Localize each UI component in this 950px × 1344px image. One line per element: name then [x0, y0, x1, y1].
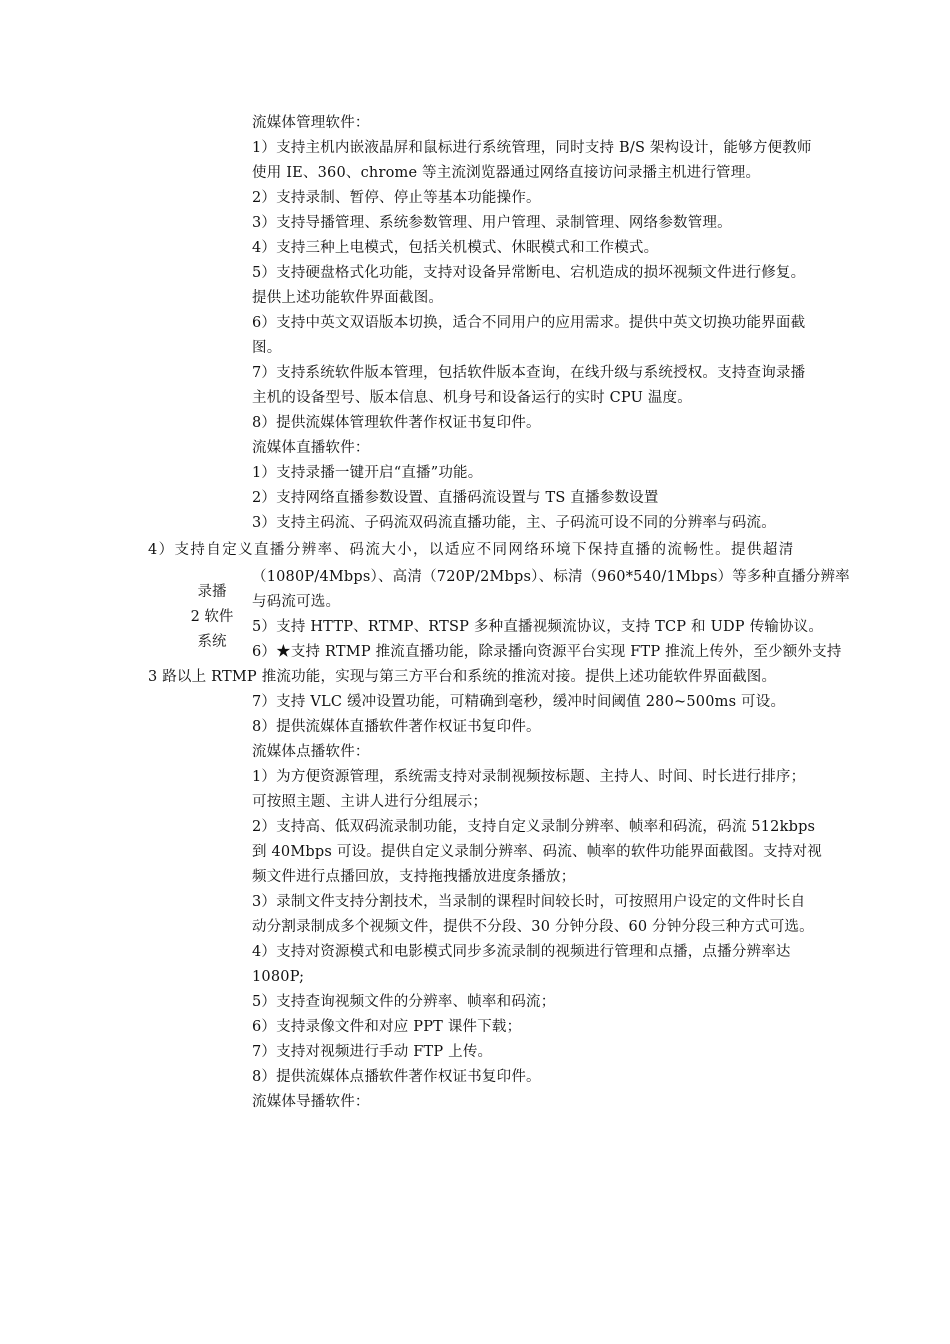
- side-label-line: 录播: [197, 584, 227, 600]
- text-line: 7）支持对视频进行手动 FTP 上传。: [252, 1044, 493, 1060]
- text-line: 8）提供流媒体管理软件著作权证书复印件。: [252, 415, 541, 431]
- side-label-line: 2 软件: [190, 609, 234, 625]
- text-line: 提供上述功能软件界面截图。: [252, 290, 444, 306]
- text-line: 3）支持主码流、子码流双码流直播功能，主、子码流可设不同的分辨率与码流。: [252, 515, 776, 531]
- text-line: 1）为方便资源管理，系统需支持对录制视频按标题、主持人、时间、时长进行排序；: [252, 769, 806, 785]
- text-line: 1）支持录播一键开启“直播”功能。: [252, 465, 483, 481]
- text-line: 图。: [252, 340, 282, 356]
- text-line: 流媒体点播软件：: [252, 744, 370, 760]
- text-line: 使用 IE、360、chrome 等主流浏览器通过网络直接访问录播主机进行管理。: [252, 165, 761, 181]
- text-line: 3 路以上 RTMP 推流功能，实现与第三方平台和系统的推流对接。提供上述功能软件界面截图。: [148, 669, 777, 685]
- text-line: 5）支持 HTTP、RTMP、RTSP 多种直播视频流协议，支持 TCP 和 UDP 传输协议。: [252, 619, 824, 635]
- text-line: （1080P/4Mbps）、高清（720P/2Mbps）、标清（960*540/1Mbps）等多种直播分辨率: [252, 569, 850, 585]
- text-line: 4）支持对资源模式和电影模式同步多流录制的视频进行管理和点播，点播分辨率达: [252, 944, 791, 960]
- text-line: 2）支持高、低双码流录制功能，支持自定义录制分辨率、帧率和码流，码流 512kbps: [252, 819, 816, 835]
- text-line: 5）支持查询视频文件的分辨率、帧率和码流；: [252, 994, 556, 1010]
- text-line: 1）支持主机内嵌液晶屏和鼠标进行系统管理，同时支持 B/S 架构设计，能够方便教师: [252, 140, 812, 156]
- text-line: 1080P;: [252, 969, 305, 985]
- text-line: 可按照主题、主讲人进行分组展示；: [252, 794, 488, 810]
- text-line: 7）支持 VLC 缓冲设置功能，可精确到毫秒，缓冲时间阈值 280~500ms 可设。: [252, 694, 786, 710]
- text-line: 流媒体管理软件：: [252, 115, 370, 131]
- text-line: 主机的设备型号、版本信息、机身号和设备运行的实时 CPU 温度。: [252, 390, 692, 406]
- text-line: 7）支持系统软件版本管理，包括软件版本查询，在线升级与系统授权。支持查询录播: [252, 365, 806, 381]
- text-line: 6）★支持 RTMP 推流直播功能，除录播向资源平台实现 FTP 推流上传外，至少额外支持: [252, 644, 842, 660]
- side-label-line: 系统: [197, 634, 227, 650]
- text-line: 3）录制文件支持分割技术，当录制的课程时间较长时，可按照用户设定的文件时长自: [252, 894, 806, 910]
- text-line: 8）提供流媒体直播软件著作权证书复印件。: [252, 719, 541, 735]
- text-line: 5）支持硬盘格式化功能，支持对设备异常断电、宕机造成的损坏视频文件进行修复。: [252, 265, 806, 281]
- text-line: 6）支持中英文双语版本切换，适合不同用户的应用需求。提供中英文切换功能界面截: [252, 315, 806, 331]
- text-line: 8）提供流媒体点播软件著作权证书复印件。: [252, 1069, 541, 1085]
- text-line: 2）支持网络直播参数设置、直播码流设置与 TS 直播参数设置: [252, 490, 659, 506]
- text-line: 频文件进行点播回放，支持拖拽播放进度条播放；: [252, 869, 576, 885]
- text-line: 4）支持自定义直播分辨率、码流大小，以适应不同网络环境下保持直播的流畅性。提供超清: [148, 542, 795, 558]
- text-line: 到 40Mbps 可设。提供自定义录制分辨率、码流、帧率的软件功能界面截图。支持对视: [252, 844, 822, 860]
- text-line: 流媒体导播软件：: [252, 1094, 370, 1110]
- text-line: 流媒体直播软件：: [252, 440, 370, 456]
- text-line: 与码流可选。: [252, 594, 341, 610]
- text-line: 动分割录制成多个视频文件，提供不分段、30 分钟分段、60 分钟分段三种方式可选。: [252, 919, 814, 935]
- text-line: 3）支持导播管理、系统参数管理、用户管理、录制管理、网络参数管理。: [252, 215, 732, 231]
- text-line: 4）支持三种上电模式，包括关机模式、休眠模式和工作模式。: [252, 240, 659, 256]
- text-line: 2）支持录制、暂停、停止等基本功能操作。: [252, 190, 541, 206]
- text-line: 6）支持录像文件和对应 PPT 课件下载；: [252, 1019, 522, 1035]
